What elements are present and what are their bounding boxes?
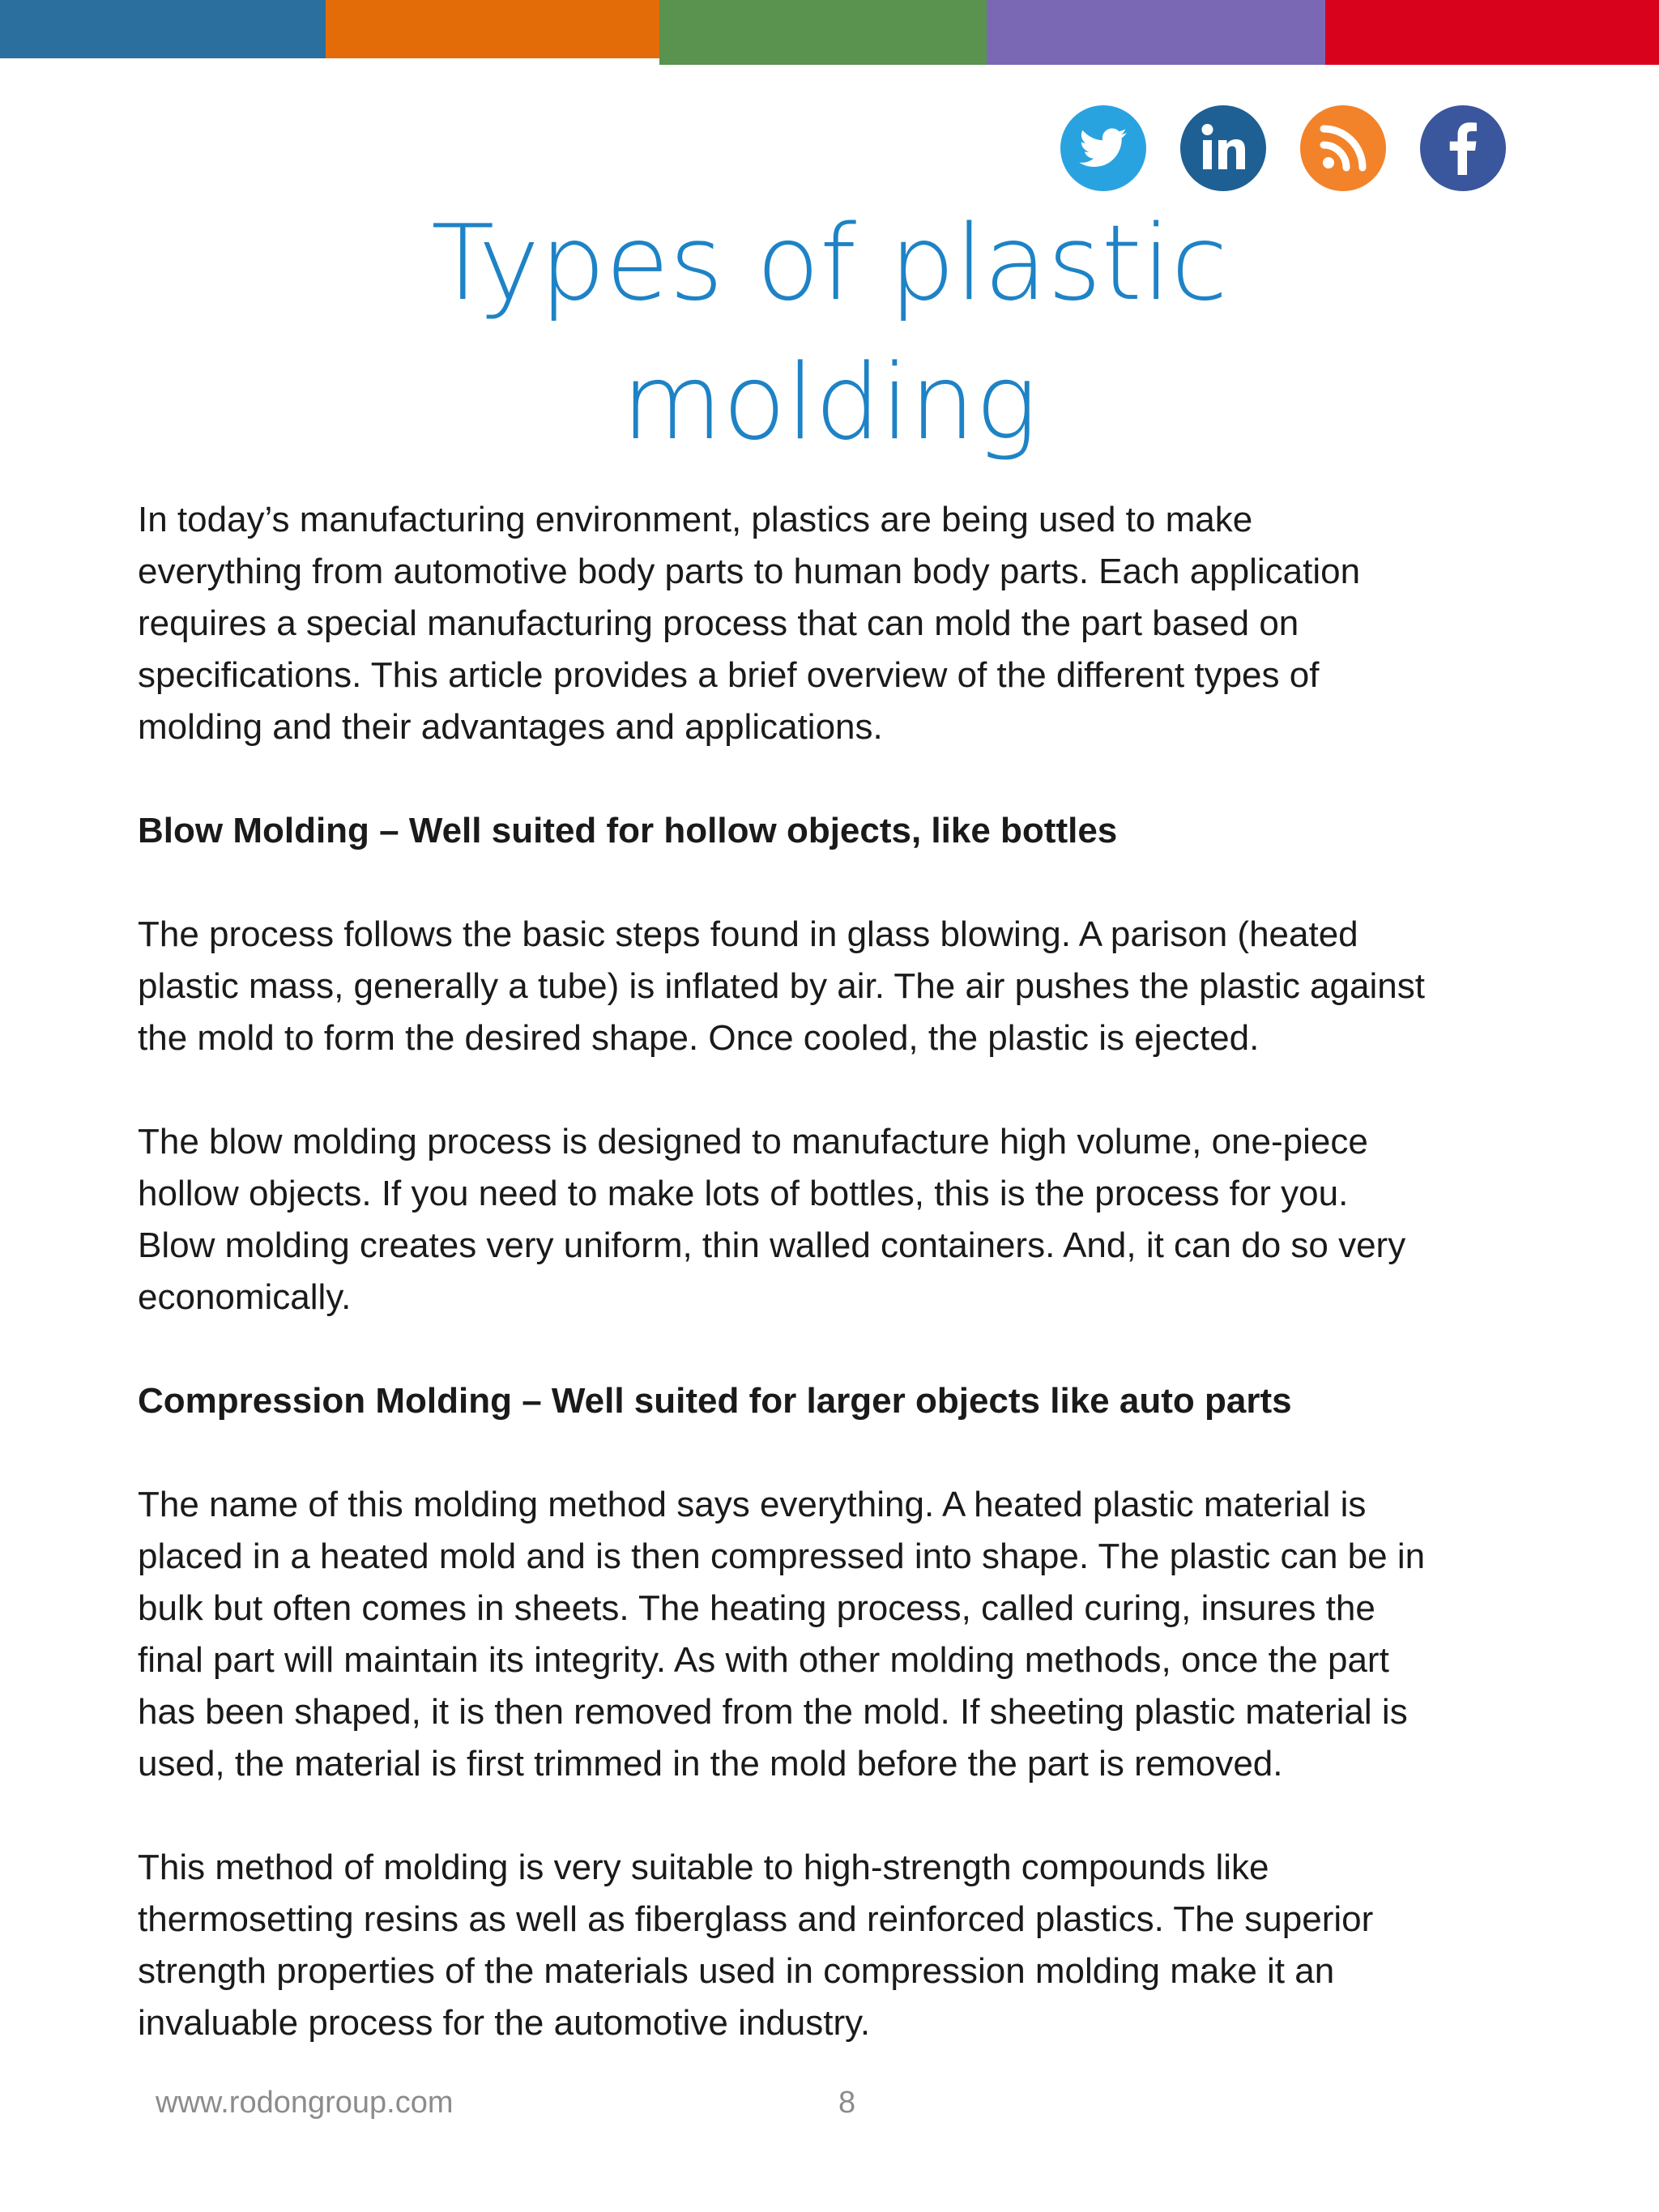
text-line: Blow molding creates very uniform, thin walled containers. And, it can do so very <box>138 1225 1406 1265</box>
text-line: hollow objects. If you need to make lots of bottles, this is the process for you. <box>138 1174 1349 1213</box>
color-bar-segment-purple <box>987 0 1325 65</box>
section-heading-compression-molding: Compression Molding – Well suited for larger objects like auto parts <box>138 1381 1292 1421</box>
facebook-icon[interactable] <box>1418 104 1508 193</box>
text-line: placed in a heated mold and is then compressed into shape. The plastic can be in <box>138 1536 1426 1576</box>
intro-paragraph <box>138 494 1580 753</box>
text-line: final part will maintain its integrity. As with other molding methods, once the part <box>138 1640 1389 1680</box>
page-number: 8 <box>838 2086 856 2120</box>
text-line: The process follows the basic steps found in glass blowing. A parison (heated <box>138 914 1358 954</box>
rss-icon-bg <box>1300 105 1386 191</box>
color-bar-segment-orange <box>326 0 659 58</box>
color-bar-segment-red <box>1325 0 1659 65</box>
text-line: specifications. This article provides a brief overview of the different types of <box>138 655 1320 695</box>
page-title-line-1: Types of plastic <box>431 203 1228 324</box>
text-line: molding and their advantages and applications. <box>138 707 883 747</box>
linkedin-icon[interactable] <box>1179 104 1268 193</box>
text-line: requires a special manufacturing process that can mold the part based on <box>138 603 1299 643</box>
text-line: economically. <box>138 1277 352 1317</box>
social-links <box>1053 97 1515 194</box>
text-line: The blow molding process is designed to manufacture high volume, one-piece <box>138 1122 1368 1161</box>
text-line: plastic mass, generally a tube) is inflated by air. The air pushes the plastic against <box>138 966 1425 1006</box>
compression-molding-paragraph-2 <box>138 1842 1580 2049</box>
text-line: strength properties of the materials used in compression molding make it an <box>138 1951 1335 1991</box>
text-line: thermosetting resins as well as fiberglass and reinforced plastics. The superior <box>138 1899 1374 1939</box>
page-title <box>0 194 1659 473</box>
section-heading-blow-molding: Blow Molding – Well suited for hollow objects, like bottles <box>138 811 1118 850</box>
text-line: invaluable process for the automotive industry. <box>138 2003 871 2043</box>
color-bar <box>0 0 1659 65</box>
text-line: has been shaped, it is then removed from the mold. If sheeting plastic material is <box>138 1692 1408 1732</box>
rss-icon[interactable] <box>1299 104 1388 193</box>
color-bar-segment-green <box>659 0 987 65</box>
text-line: This method of molding is very suitable to high-strength compounds like <box>138 1848 1269 1887</box>
text-line: In today’s manufacturing environment, plastics are being used to make <box>138 500 1253 539</box>
text-line: the mold to form the desired shape. Once cooled, the plastic is ejected. <box>138 1018 1260 1058</box>
blow-molding-paragraph-2 <box>138 1116 1580 1323</box>
twitter-icon[interactable] <box>1059 104 1148 193</box>
page-title-line-2: molding <box>621 343 1038 463</box>
text-line: used, the material is first trimmed in the mold before the part is removed. <box>138 1744 1283 1784</box>
text-line: The name of this molding method says everything. A heated plastic material is <box>138 1485 1367 1524</box>
text-line: bulk but often comes in sheets. The heating process, called curing, insures the <box>138 1588 1375 1628</box>
page-footer <box>0 2086 1659 2134</box>
text-line: everything from automotive body parts to human body parts. Each application <box>138 552 1361 591</box>
article-body <box>138 494 1580 2049</box>
color-bar-segment-blue <box>0 0 326 58</box>
footer-url[interactable]: www.rodongroup.com <box>156 2086 454 2120</box>
compression-molding-paragraph-1 <box>138 1479 1580 1790</box>
blow-molding-paragraph-1 <box>138 909 1580 1064</box>
